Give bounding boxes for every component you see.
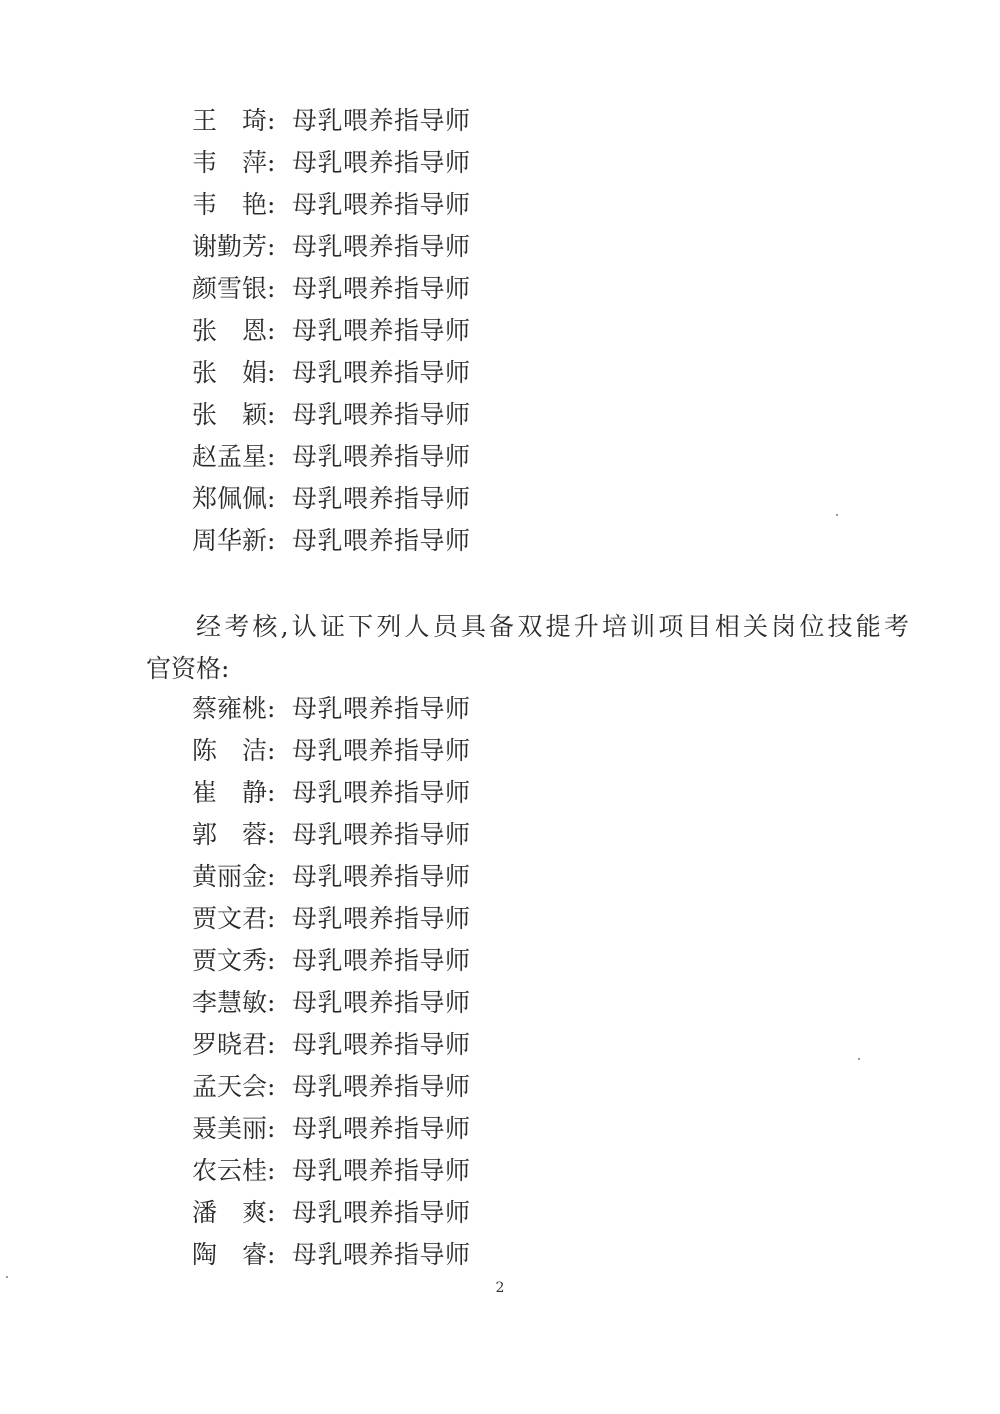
job-title: 母乳喂养指导师 [292,190,471,219]
person-name: 颜雪银 [192,274,268,303]
person-name: 崔 静 [192,778,267,807]
list-item [192,772,612,814]
job-title: 母乳喂养指导师 [292,232,471,261]
person-name: 赵孟星 [192,442,268,471]
job-title: 母乳喂养指导师 [292,106,471,135]
list-item [192,814,612,856]
paragraph-line: 官资格: [146,654,230,683]
colon: : [267,1030,276,1059]
job-title: 母乳喂养指导师 [292,1030,471,1059]
job-title: 母乳喂养指导师 [292,988,471,1017]
colon: : [267,1156,276,1185]
job-title: 母乳喂养指导师 [292,274,471,303]
colon: : [267,232,276,261]
job-title: 母乳喂养指导师 [292,1198,471,1227]
list-item [192,268,612,310]
person-name: 郑佩佩 [192,484,268,513]
job-title: 母乳喂养指导师 [292,862,471,891]
list-item [192,142,612,184]
job-title: 母乳喂养指导师 [292,1156,471,1185]
list-item [192,184,612,226]
job-title: 母乳喂养指导师 [292,358,471,387]
list-item [192,982,612,1024]
person-name: 黄丽金 [192,862,268,891]
colon: : [267,946,276,975]
colon: : [267,778,276,807]
list-item [192,940,612,982]
list-item [192,352,612,394]
list-item [192,1150,612,1192]
list-item [192,688,612,730]
scan-speck [858,1058,860,1060]
name-list-section-a [192,100,612,562]
person-name: 谢勤芳 [192,232,268,261]
job-title: 母乳喂养指导师 [292,148,471,177]
person-name: 张 恩 [192,316,267,345]
list-item [192,436,612,478]
job-title: 母乳喂养指导师 [292,316,471,345]
person-name: 韦 艳 [192,190,267,219]
colon: : [267,484,276,513]
person-name: 张 娟 [192,358,267,387]
list-item [192,310,612,352]
colon: : [267,442,276,471]
colon: : [267,274,276,303]
person-name: 韦 萍 [192,148,267,177]
person-name: 农云桂 [192,1156,268,1185]
job-title: 母乳喂养指导师 [292,1072,471,1101]
list-item [192,1066,612,1108]
colon: : [267,316,276,345]
list-item [192,730,612,772]
person-name: 贾文秀 [192,946,268,975]
colon: : [267,1198,276,1227]
scan-speck [836,514,838,516]
list-item [192,394,612,436]
list-item [192,1108,612,1150]
list-item [192,1024,612,1066]
job-title: 母乳喂养指导师 [292,400,471,429]
colon: : [267,400,276,429]
colon: : [267,988,276,1017]
person-name: 潘 爽 [192,1198,267,1227]
job-title: 母乳喂养指导师 [292,694,471,723]
person-name: 蔡雍桃 [192,694,268,723]
job-title: 母乳喂养指导师 [292,1240,471,1269]
job-title: 母乳喂养指导师 [292,946,471,975]
page-number: 2 [495,1280,505,1296]
paragraph-line: 经考核,认证下列人员具备双提升培训项目相关岗位技能考 [196,612,913,641]
colon: : [267,358,276,387]
scan-speck [6,1276,8,1278]
person-name: 张 颖 [192,400,267,429]
person-name: 周华新 [192,526,268,555]
person-name: 王 琦 [192,106,267,135]
person-name: 罗晓君 [192,1030,268,1059]
colon: : [267,190,276,219]
list-item [192,1234,612,1276]
person-name: 聂美丽 [192,1114,268,1143]
colon: : [267,862,276,891]
person-name: 陈 洁 [192,736,267,765]
person-name: 陶 睿 [192,1240,267,1269]
list-item [192,856,612,898]
person-name: 贾文君 [192,904,268,933]
job-title: 母乳喂养指导师 [292,1114,471,1143]
list-item [192,100,612,142]
job-title: 母乳喂养指导师 [292,484,471,513]
colon: : [267,1114,276,1143]
certification-paragraph [146,606,913,690]
list-item [192,478,612,520]
job-title: 母乳喂养指导师 [292,736,471,765]
list-item [192,898,612,940]
colon: : [267,148,276,177]
job-title: 母乳喂养指导师 [292,778,471,807]
job-title: 母乳喂养指导师 [292,904,471,933]
list-item [192,1192,612,1234]
colon: : [267,904,276,933]
colon: : [267,526,276,555]
list-item [192,226,612,268]
list-item [192,520,612,562]
colon: : [267,694,276,723]
job-title: 母乳喂养指导师 [292,442,471,471]
colon: : [267,1240,276,1269]
colon: : [267,736,276,765]
person-name: 郭 蓉 [192,820,267,849]
colon: : [267,820,276,849]
job-title: 母乳喂养指导师 [292,526,471,555]
person-name: 李慧敏 [192,988,268,1017]
colon: : [267,106,276,135]
job-title: 母乳喂养指导师 [292,820,471,849]
name-list-section-b [192,688,612,1276]
colon: : [267,1072,276,1101]
person-name: 孟天会 [192,1072,268,1101]
